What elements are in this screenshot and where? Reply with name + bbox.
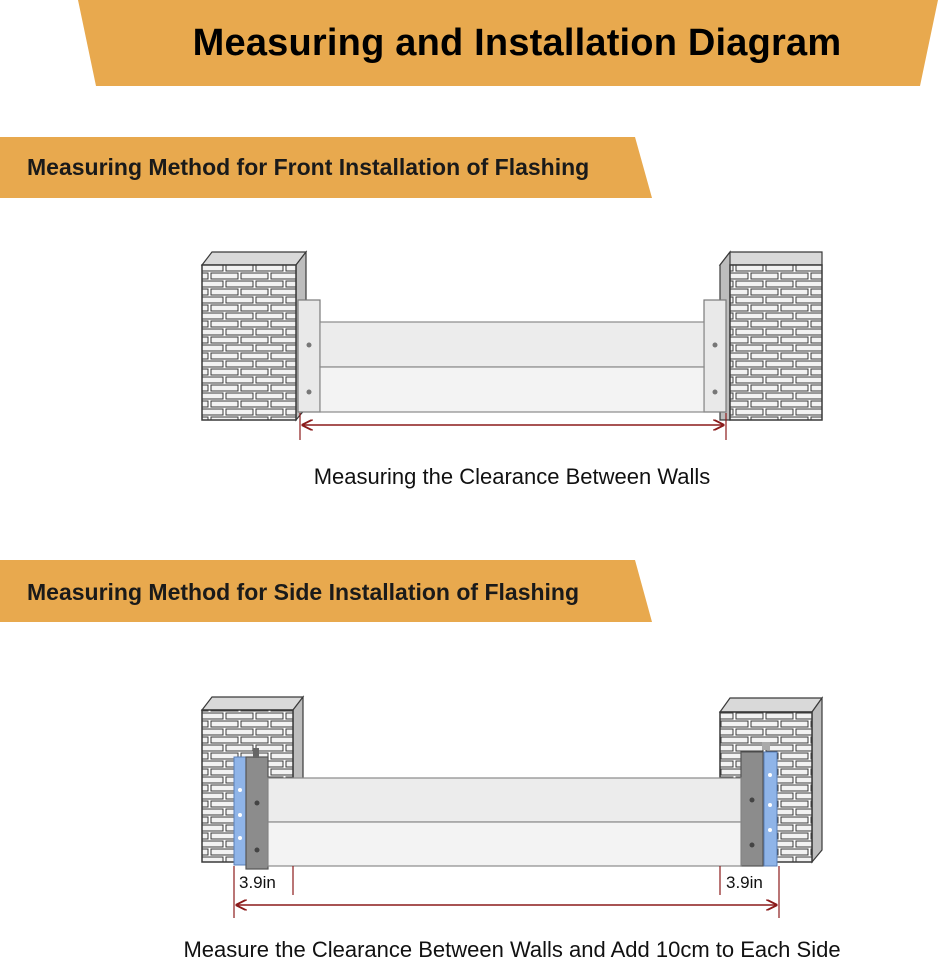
- front-panels: [320, 322, 704, 412]
- side-offset-ticks: [234, 866, 779, 918]
- side-left-post: [234, 748, 268, 869]
- front-dimension-line: [300, 413, 726, 440]
- front-left-bracket: [298, 300, 320, 412]
- side-right-post: [741, 742, 777, 866]
- side-caption: Measure the Clearance Between Walls and Add 10cm to Each Side: [183, 937, 841, 962]
- side-panels: [268, 778, 741, 866]
- front-diagram: [202, 252, 822, 440]
- side-section-title: Measuring Method for Side Installation of Flashing: [27, 579, 580, 605]
- left-offset-label: 3.9in: [239, 873, 276, 892]
- front-right-bracket: [704, 300, 726, 412]
- page-title: Measuring and Installation Diagram: [192, 21, 842, 64]
- front-left-pillar: [202, 252, 306, 420]
- front-section-title: Measuring Method for Front Installation of Flashing: [27, 154, 590, 180]
- front-right-pillar: [720, 252, 822, 420]
- front-caption: Measuring the Clearance Between Walls: [313, 464, 711, 489]
- right-offset-label: 3.9in: [726, 873, 763, 892]
